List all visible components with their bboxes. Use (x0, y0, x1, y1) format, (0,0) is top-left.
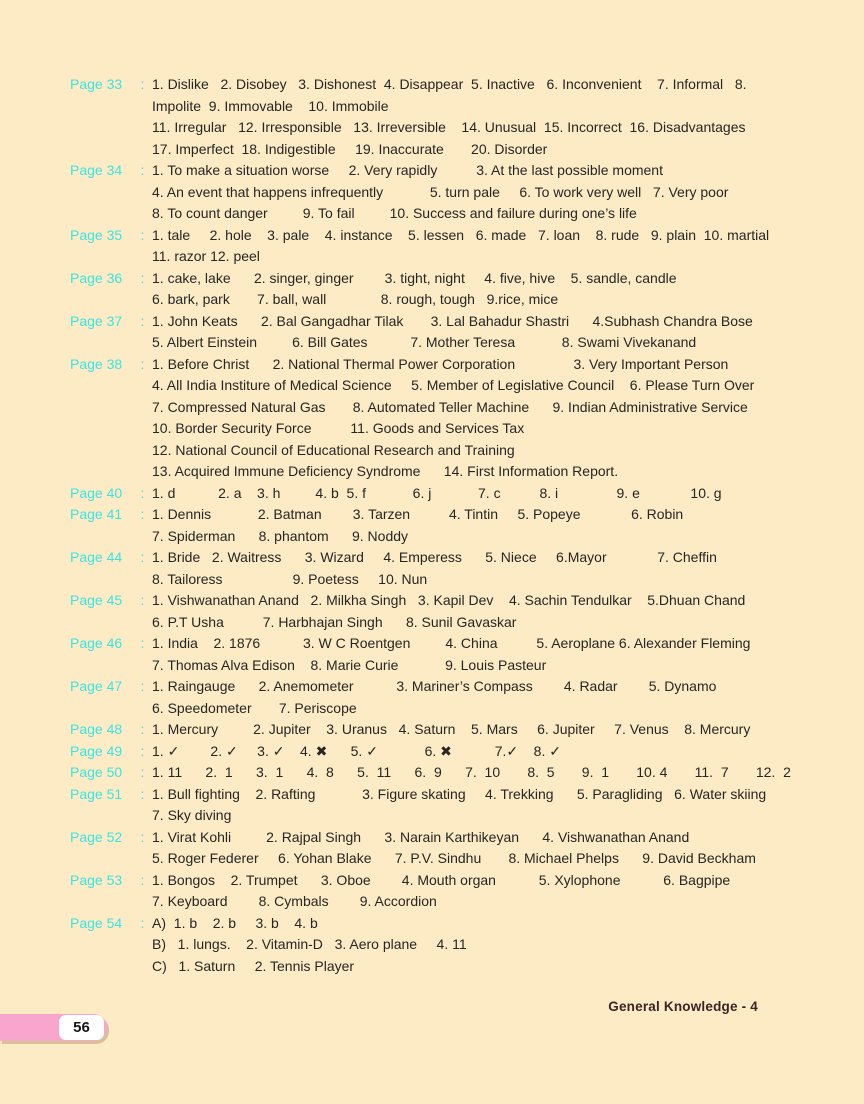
answer-line: 10. Border Security Force 11. Goods and Services Tax (152, 420, 525, 436)
page-label-colon: : (140, 742, 145, 759)
answer-row (70, 225, 824, 268)
answer-line: 1. cake, lake 2. singer, ginger 3. tight, night 4. five, hive 5. sandle, candle (152, 269, 677, 286)
answer-row (70, 354, 824, 483)
page-label-colon: : (140, 484, 145, 501)
answer-line: 1. d 2. a 3. h 4. b 5. f 6. j 7. c 8. i 9. e 10. g (152, 484, 722, 501)
page-label: Page 34 (70, 162, 123, 178)
book-title-footer: General Knowledge - 4 (608, 999, 758, 1014)
answer-line: 8. To count danger 9. To fail 10. Success and failure during one’s life (152, 205, 637, 221)
answer-line: 7. Spiderman 8. phantom 9. Noddy (152, 527, 409, 544)
page-label-colon: : (140, 355, 145, 372)
answer-lines (152, 268, 824, 311)
answer-line: 7. Sky diving (152, 807, 232, 823)
answer-line: 1. Raingauge 2. Anemometer 3. Mariner’s Compass 4. Radar 5. Dynamo (152, 678, 717, 694)
answer-lines (152, 633, 824, 676)
page-label: Page 53 (70, 871, 123, 888)
answer-lines (152, 741, 824, 763)
answer-row (70, 741, 824, 763)
page-label-colon: : (140, 269, 145, 286)
answer-line: 5. Albert Einstein 6. Bill Gates 7. Mother Teresa 8. Swami Vivekanand (152, 334, 697, 350)
answer-line: 13. Acquired Immune Deficiency Syndrome 14. First Information Report. (152, 463, 619, 479)
answer-line: 12. National Council of Educational Research and Training (152, 441, 515, 458)
answer-row (70, 311, 824, 354)
page-label-colon: : (140, 506, 145, 522)
answer-line: 7. Compressed Natural Gas 8. Automated Teller Machine 9. Indian Administrative Service (152, 398, 748, 415)
page-label-colon: : (140, 162, 145, 178)
page-label: Page 33 (70, 76, 123, 92)
answer-line: 1. Dennis 2. Batman 3. Tarzen 4. Tintin 5. Popeye 6. Robin (152, 506, 684, 522)
answer-row (70, 719, 824, 741)
page-label: Page 47 (70, 678, 123, 694)
answer-row (70, 547, 824, 590)
answer-line: 1. Bull fighting 2. Rafting 3. Figure skating 4. Trekking 5. Paragliding 6. Water skiing (152, 785, 767, 802)
page-label: Page 37 (70, 312, 123, 329)
answer-line: 7. Thomas Alva Edison 8. Marie Curie 9. Louis Pasteur (152, 656, 547, 673)
answer-lines (152, 676, 824, 719)
answer-lines (152, 827, 824, 870)
page-label-colon: : (140, 785, 145, 802)
answer-lines (152, 913, 824, 978)
page-label-colon: : (140, 635, 145, 651)
answer-lines (152, 160, 824, 225)
answer-line: 5. Roger Federer 6. Yohan Blake 7. P.V. Sindhu 8. Michael Phelps 9. David Beckham (152, 850, 756, 866)
answer-line: B) 1. lungs. 2. Vitamin-D 3. Aero plane 4. 11 (152, 936, 467, 952)
page-label-colon: : (140, 721, 145, 737)
page-label: Page 40 (70, 484, 123, 501)
answer-lines (152, 483, 824, 505)
answer-row (70, 160, 824, 225)
answer-lines (152, 870, 824, 913)
answer-row (70, 268, 824, 311)
answer-row (70, 633, 824, 676)
answers-list (70, 74, 824, 977)
answer-line: 1. 11 2. 1 3. 1 4. 8 5. 11 6. 9 7. 10 8. 5 9. 1 10. 4 11. 7 12. 2 (152, 764, 791, 780)
page-label: Page 52 (70, 828, 123, 845)
page-label-colon: : (140, 226, 145, 243)
answer-line: 1. Bongos 2. Trumpet 3. Oboe 4. Mouth organ 5. Xylophone 6. Bagpipe (152, 871, 731, 888)
answer-line: 1. India 2. 1876 3. W C Roentgen 4. China 5. Aeroplane 6. Alexander Fleming (152, 635, 751, 651)
answer-row (70, 827, 824, 870)
page-label: Page 36 (70, 269, 123, 286)
page-label-colon: : (140, 678, 145, 694)
answer-lines (152, 354, 824, 483)
answer-line: C) 1. Saturn 2. Tennis Player (152, 957, 355, 974)
page-label-colon: : (140, 549, 145, 565)
answer-line: 4. All India Institure of Medical Science 5. Member of Legislative Council 6. Please Turn Over (152, 377, 755, 393)
answer-lines (152, 504, 824, 547)
answer-row (70, 676, 824, 719)
answer-line: 1. To make a situation worse 2. Very rapidly 3. At the last possible moment (152, 162, 663, 178)
answer-row (70, 870, 824, 913)
page-label: Page 49 (70, 742, 123, 759)
answer-line: 6. bark, park 7. ball, wall 8. rough, tough 9.rice, mice (152, 291, 559, 307)
page-number: 56 (59, 1015, 104, 1040)
answer-row (70, 74, 824, 160)
answer-line: 1. Vishwanathan Anand 2. Milkha Singh 3. Kapil Dev 4. Sachin Tendulkar 5.Dhuan Chand (152, 592, 746, 608)
page-number-tab (0, 1014, 107, 1041)
page-label-colon: : (140, 764, 145, 780)
answer-lines (152, 547, 824, 590)
page-label-colon: : (140, 592, 145, 608)
answer-line: 1. tale 2. hole 3. pale 4. instance 5. lessen 6. made 7. loan 8. rude 9. plain 10. martial (152, 226, 770, 243)
answer-line: 4. An event that happens infrequently 5. turn pale 6. To work very well 7. Very poor (152, 183, 729, 200)
answer-lines (152, 311, 824, 354)
answer-line: 11. Irregular 12. Irresponsible 13. Irreversible 14. Unusual 15. Incorrect 16. Disadvantages (152, 119, 746, 135)
page-label: Page 38 (70, 355, 123, 372)
page-label: Page 35 (70, 226, 123, 243)
page-label-colon: : (140, 828, 145, 845)
answer-lines (152, 74, 824, 160)
page-label: Page 50 (70, 764, 123, 780)
page-label-colon: : (140, 914, 145, 931)
answer-line: 1. John Keats 2. Bal Gangadhar Tilak 3. Lal Bahadur Shastri 4.Subhash Chandra Bose (152, 312, 753, 329)
page-label: Page 51 (70, 785, 123, 802)
answer-line: 6. Speedometer 7. Periscope (152, 699, 357, 716)
page-label-colon: : (140, 76, 145, 92)
page-label-colon: : (140, 312, 145, 329)
answer-line: Impolite 9. Immovable 10. Immobile (152, 97, 389, 114)
answer-lines (152, 784, 824, 827)
answer-line: 6. P.T Usha 7. Harbhajan Singh 8. Sunil Gavaskar (152, 613, 517, 630)
answer-row (70, 913, 824, 978)
page-label: Page 48 (70, 721, 123, 737)
page-label: Page 44 (70, 549, 123, 565)
page-label: Page 54 (70, 914, 123, 931)
answer-line: 1. ✓ 2. ✓ 3. ✓ 4. ✖ 5. ✓ 6. ✖ 7.✓ 8. ✓ (152, 742, 561, 759)
answer-line: 1. Virat Kohli 2. Rajpal Singh 3. Narain Karthikeyan 4. Vishwanathan Anand (152, 828, 690, 845)
answer-line: 1. Before Christ 2. National Thermal Power Corporation 3. Very Important Person (152, 355, 729, 372)
answer-line: 1. Dislike 2. Disobey 3. Dishonest 4. Disappear 5. Inactive 6. Inconvenient 7. Informal 8. (152, 76, 747, 92)
answer-row (70, 784, 824, 827)
answer-lines (152, 225, 824, 268)
page-label: Page 46 (70, 635, 123, 651)
answer-lines (152, 762, 824, 784)
answer-lines (152, 590, 824, 633)
answer-line: 1. Mercury 2. Jupiter 3. Uranus 4. Saturn 5. Mars 6. Jupiter 7. Venus 8. Mercury (152, 721, 751, 737)
answer-row (70, 483, 824, 505)
answer-line: A) 1. b 2. b 3. b 4. b (152, 914, 318, 931)
answer-line: 11. razor 12. peel (152, 248, 260, 264)
answer-row (70, 590, 824, 633)
answer-row (70, 504, 824, 547)
page-label: Page 41 (70, 506, 123, 522)
answer-row (70, 762, 824, 784)
answer-line: 1. Bride 2. Waitress 3. Wizard 4. Emperess 5. Niece 6.Mayor 7. Cheffin (152, 549, 717, 565)
answer-line: 7. Keyboard 8. Cymbals 9. Accordion (152, 893, 437, 909)
answer-line: 17. Imperfect 18. Indigestible 19. Inaccurate 20. Disorder (152, 140, 548, 157)
page-label-colon: : (140, 871, 145, 888)
answer-lines (152, 719, 824, 741)
answer-line: 8. Tailoress 9. Poetess 10. Nun (152, 570, 428, 587)
page-label: Page 45 (70, 592, 123, 608)
